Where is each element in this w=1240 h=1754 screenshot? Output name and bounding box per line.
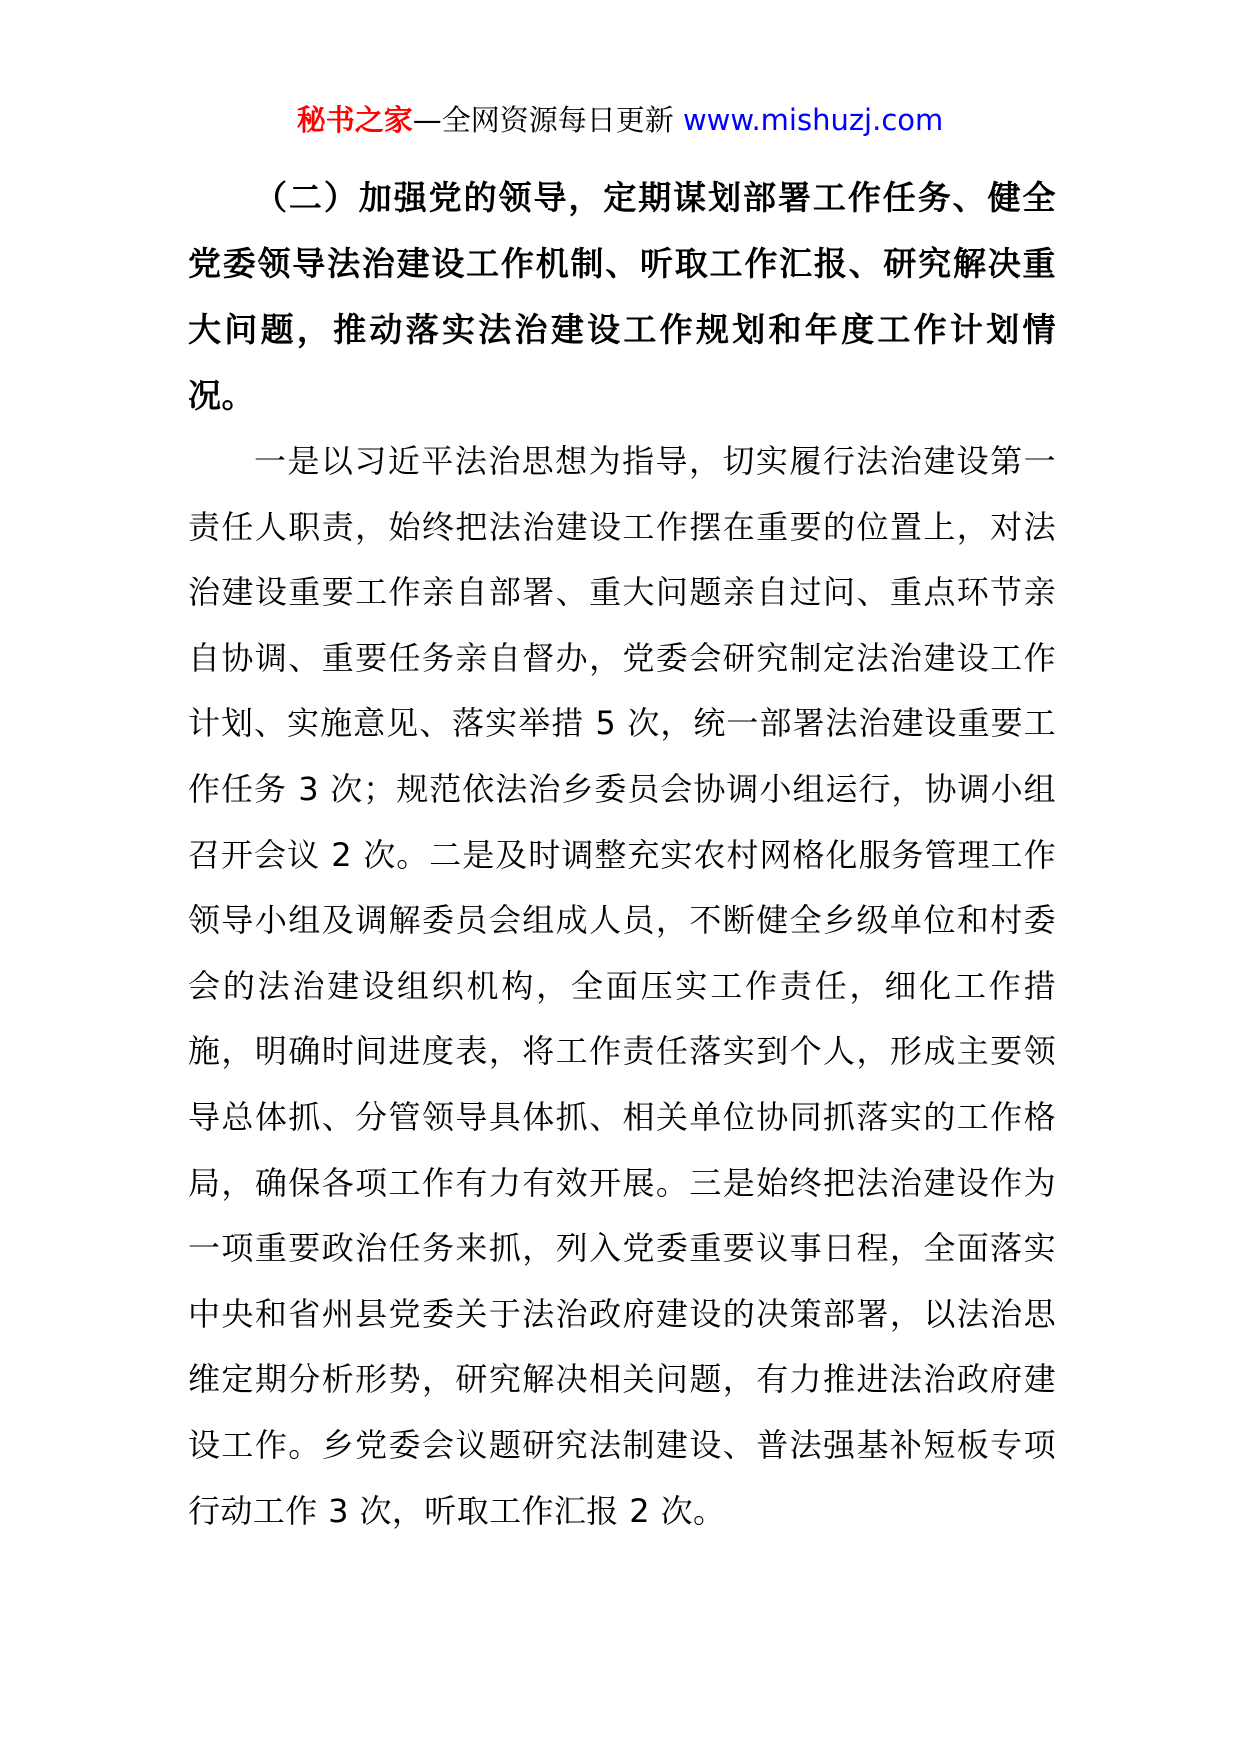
site-url-link[interactable]: www.mishuzj.com — [682, 103, 944, 137]
document-body — [188, 165, 1056, 1544]
header-tagline: —全网资源每日更新 — [412, 103, 674, 137]
brand-name: 秘书之家 — [296, 103, 413, 137]
section-heading: （二）加强党的领导，定期谋划部署工作任务、健全党委领导法治建设工作机制、听取工作汇报、研究解决重大问题，推动落实法治建设工作规划和年度工作计划情况。 — [188, 178, 1056, 415]
body-paragraph: 一是以习近平法治思想为指导，切实履行法治建设第一责任人职责，始终把法治建设工作摆在重要的位置上，对法治建设重要工作亲自部署、重大问题亲自过问、重点环节亲自协调、重要任务亲自督办，党委会研究制定法治建设工作计划、实施意见、落实举措 5 次，统一部署法治建设重要工作任务 3 次；规范依法治乡委员会协调小组运行，协调小组召开会议 2 次。二是及时调整充实农村网格化服务管理工作领导小组及调解委员会组成人员，不断健全乡级单位和村委会的法治建设组织机构，全面压实工作责任，细化工作措施，明确时间进度表，将工作责任落实到个人，形成主要领导总体抓、分管领导具体抓、相关单位协同抓落实的工作格局，确保各项工作有力有效开展。三是始终把法治建设作为一项重要政治任务来抓，列入党委重要议事日程，全面落实中央和省州县党委关于法治政府建设的决策部署，以法治思维定期分析形势，研究解决相关问题，有力推进法治政府建设工作。乡党委会议题研究法制建设、普法强基补短板专项行动工作 3 次，听取工作汇报 2 次。 — [188, 442, 1056, 1530]
page-header — [0, 100, 1240, 140]
